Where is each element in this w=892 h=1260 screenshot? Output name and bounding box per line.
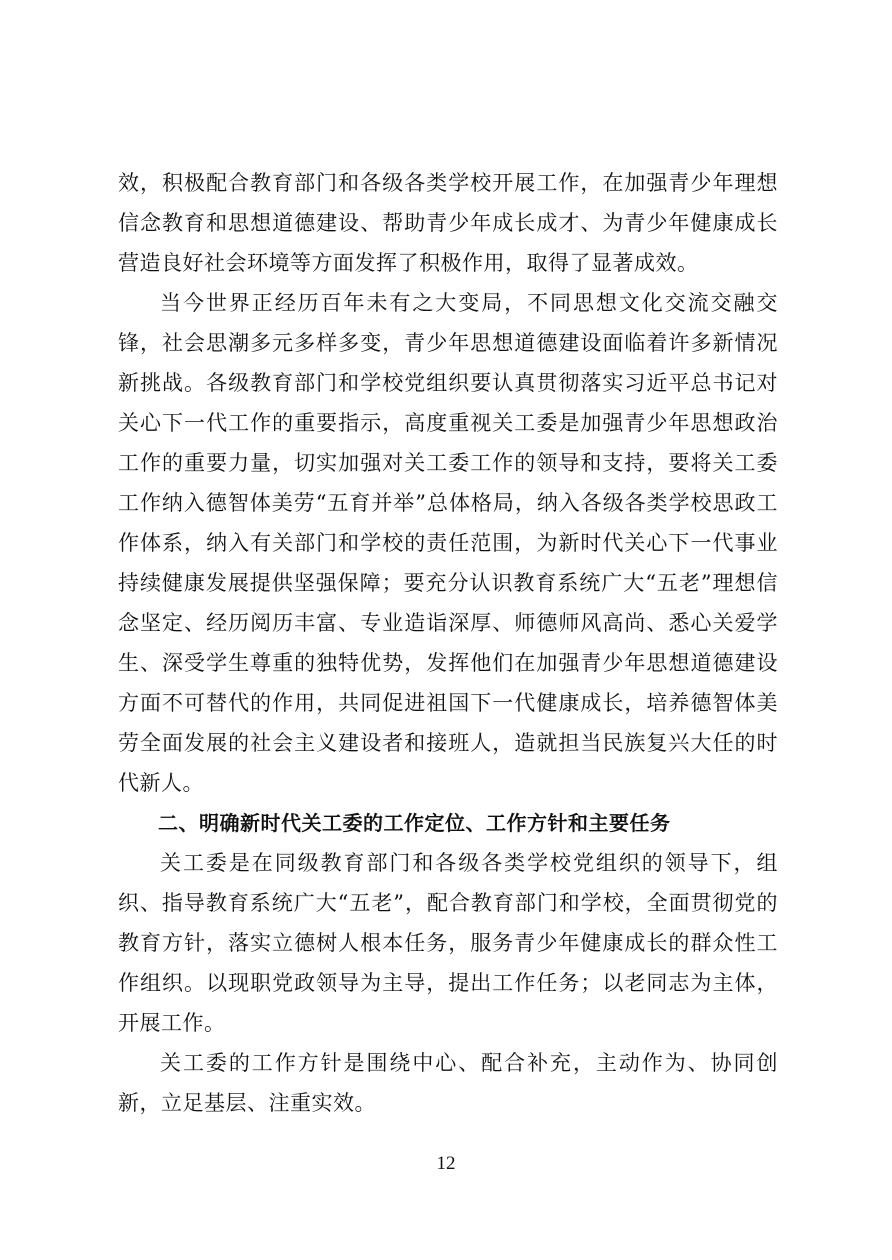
paragraph-context: 当今世界正经历百年未有之大变局，不同思想文化交流交融交锋，社会思潮多元多样多变，青少年思想道德建设面临着许多新情况新挑战。各级教育部门和学校党组织要认真贯彻落实习近平总书记对关心下一代工作的重要指示，高度重视关工委是加强青少年思想政治工作的重要力量，切实加强对关工委工作的领导和支持，要将关工委工作纳入德智体美劳“五育并举”总体格局，纳入各级各类学校思政工作体系，纳入有关部门和学校的责任范围，为新时代关心下一代事业持续健康发展提供坚强保障；要充分认识教育系统广大“五老”理想信念坚定、经历阅历丰富、专业造诣深厚、师德师风高尚、悉心关爱学生、深受学生尊重的独特优势，发挥他们在加强青少年思想道德建设方面不可替代的作用，共同促进祖国下一代健康成长，培养德智体美劳全面发展的社会主义建设者和接班人，造就担当民族复兴大任的时代新人。: [118, 291, 778, 795]
page-number: 12: [436, 1153, 456, 1174]
paragraph-guideline: 关工委的工作方针是围绕中心、配合补充，主动作为、协同创新，立足基层、注重实效。: [118, 1051, 778, 1115]
paragraph-continuation: 效，积极配合教育部门和各级各类学校开展工作，在加强青少年理想信念教育和思想道德建设、帮助青少年成长成才、为青少年健康成长营造良好社会环境等方面发挥了积极作用，取得了显著成效。: [118, 171, 778, 275]
section-heading: 二、明确新时代关工委的工作定位、工作方针和主要任务: [158, 811, 671, 835]
document-body: [118, 163, 778, 1123]
paragraph-positioning: 关工委是在同级教育部门和各级各类学校党组织的领导下，组织、指导教育系统广大“五老”，配合教育部门和学校，全面贯彻党的教育方针，落实立德树人根本任务，服务青少年健康成长的群众性工作组织。以现职党政领导为主导，提出工作任务；以老同志为主体，开展工作。: [118, 851, 778, 1035]
